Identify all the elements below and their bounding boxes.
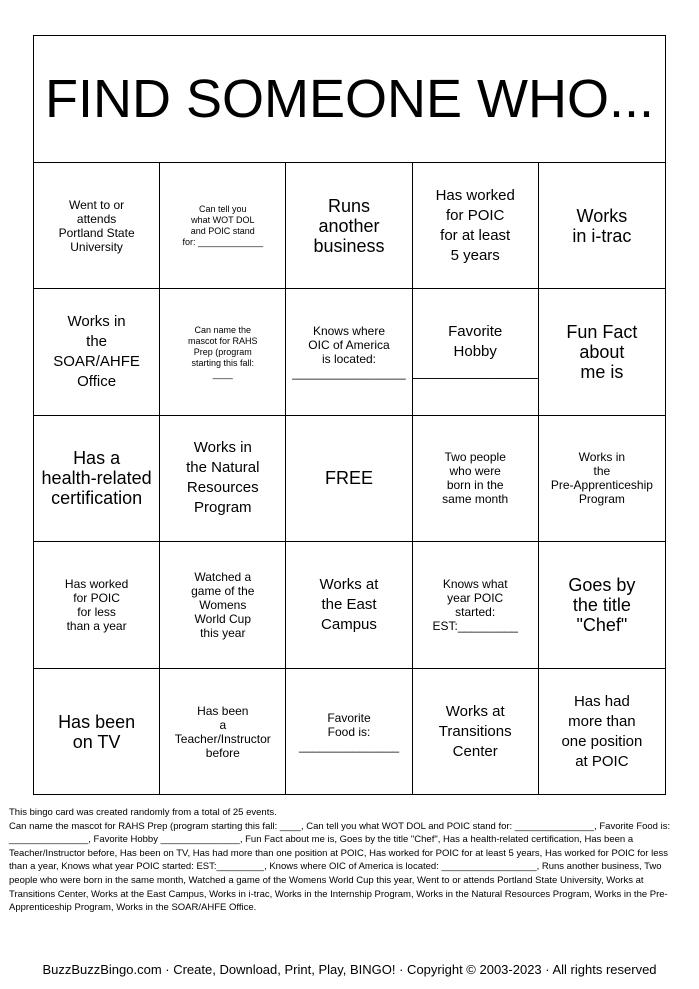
- bingo-cell: [413, 542, 539, 668]
- bingo-cell: [286, 669, 412, 795]
- bingo-cell-text: Has had more than one position at POIC: [561, 692, 643, 770]
- bingo-cell-text: Two people who were born in the same month: [442, 450, 509, 507]
- bingo-cell: [34, 669, 160, 795]
- bingo-cell: [34, 542, 160, 668]
- bingo-cell: [413, 163, 539, 289]
- bingo-cell-text: Favorite Hobby _______________: [412, 323, 538, 381]
- footer-event-list: Can name the mascot for RAHS Prep (program starting this fall: ____, Can tell you what WOT DOL and POIC stand for: _______________, Favorite Food is: _______________, Favorite Hobby _______________, Fun Fact about me is, Goes by the title "Chef", Has a health-related certification, Has been a Teacher/Instructor before, Has been on TV, Has had more than one position at POIC, Has worked for POIC for at least 5 years, Has worked for POIC for less than a year, Knows what year POIC started: EST:_________, Knows where OIC of America is located: __________________, Runs another business, Two people who were born in the same month, Watched a game of the Womens World Cup this year, Went to or attends Portland State University, Works at Transitions Center, Works at the East Campus, Works in i-trac, Works in the Internship Program, Works in the Natural Resources Program, Works in the Pre-Apprenticeship Program, Works in the SOAR/AHFE Office.: [9, 820, 671, 914]
- bingo-cell: [34, 163, 160, 289]
- bingo-cell-text: Has been on TV: [58, 711, 136, 752]
- bingo-cell: [286, 289, 412, 415]
- bingo-cell-text: Has worked for POIC for less than a year: [64, 576, 129, 633]
- bingo-cell-text: Has been a Teacher/Instructor before: [174, 703, 271, 760]
- title-row: [34, 36, 665, 163]
- bingo-cell-text: Has worked for POIC for at least 5 years: [435, 186, 515, 264]
- bingo-cell-text: Watched a game of the Womens World Cup this year: [191, 569, 255, 640]
- bingo-cell: [160, 289, 286, 415]
- card-title: FIND SOMEONE WHO...: [44, 69, 654, 129]
- footer-intro: This bingo card was created randomly from a total of 25 events.: [9, 807, 277, 818]
- bingo-cell-text: Fun Fact about me is: [566, 322, 638, 383]
- bingo-cell: [160, 416, 286, 542]
- bingo-card: [33, 35, 666, 795]
- bingo-cell: [539, 289, 665, 415]
- bingo-cell: [160, 542, 286, 668]
- bingo-cell-text: Works in the Pre-Apprenticeship Program: [550, 450, 653, 507]
- bingo-cell-text: Works at the East Campus: [319, 575, 379, 633]
- bingo-cell-text: Can tell you what WOT DOL and POIC stand for: _____________: [182, 203, 264, 247]
- bingo-cell-text: Went to or attends Portland State University: [58, 197, 135, 254]
- bingo-cell: [539, 669, 665, 795]
- bingo-cell-text: Knows what year POIC started: EST:_________: [432, 576, 518, 633]
- footer-description: [9, 806, 689, 915]
- bingo-cell-text: Has a health-related certification: [41, 448, 152, 509]
- bingo-cell-text: Runs another business: [313, 195, 385, 256]
- bingo-cell-text: Works at Transitions Center: [438, 702, 512, 760]
- bingo-cell: [413, 416, 539, 542]
- bingo-cell-text: Works in i-trac: [572, 205, 632, 246]
- bingo-cell-text: Can name the mascot for RAHS Prep (program starting this fall: ____: [188, 324, 258, 379]
- bingo-grid: [34, 163, 665, 795]
- bingo-cell: [34, 289, 160, 415]
- bingo-cell: [413, 669, 539, 795]
- copyright-line: BuzzBuzzBingo.com · Create, Download, Print, Play, BINGO! · Copyright © 2003-2023 · All rights reserved: [42, 962, 657, 977]
- bingo-cell-text: Favorite Food is: _______________: [298, 710, 400, 753]
- bingo-cell-text: Works in the Natural Resources Program: [186, 439, 260, 517]
- bingo-cell: [160, 669, 286, 795]
- bingo-cell-text: Knows where OIC of America is located: _________________: [292, 324, 406, 381]
- bingo-cell: [34, 416, 160, 542]
- bingo-cell: [539, 542, 665, 668]
- bingo-cell: [160, 163, 286, 289]
- bingo-cell: [539, 416, 665, 542]
- bingo-cell: [286, 163, 412, 289]
- bingo-cell: [539, 163, 665, 289]
- bingo-cell: [413, 289, 539, 415]
- bingo-cell: [286, 542, 412, 668]
- bingo-cell: [286, 416, 412, 542]
- bingo-cell-text: Goes by the title "Chef": [568, 574, 636, 635]
- bingo-cell-text: FREE: [324, 468, 373, 489]
- bingo-cell-text: Works in the SOAR/AHFE Office: [53, 313, 140, 391]
